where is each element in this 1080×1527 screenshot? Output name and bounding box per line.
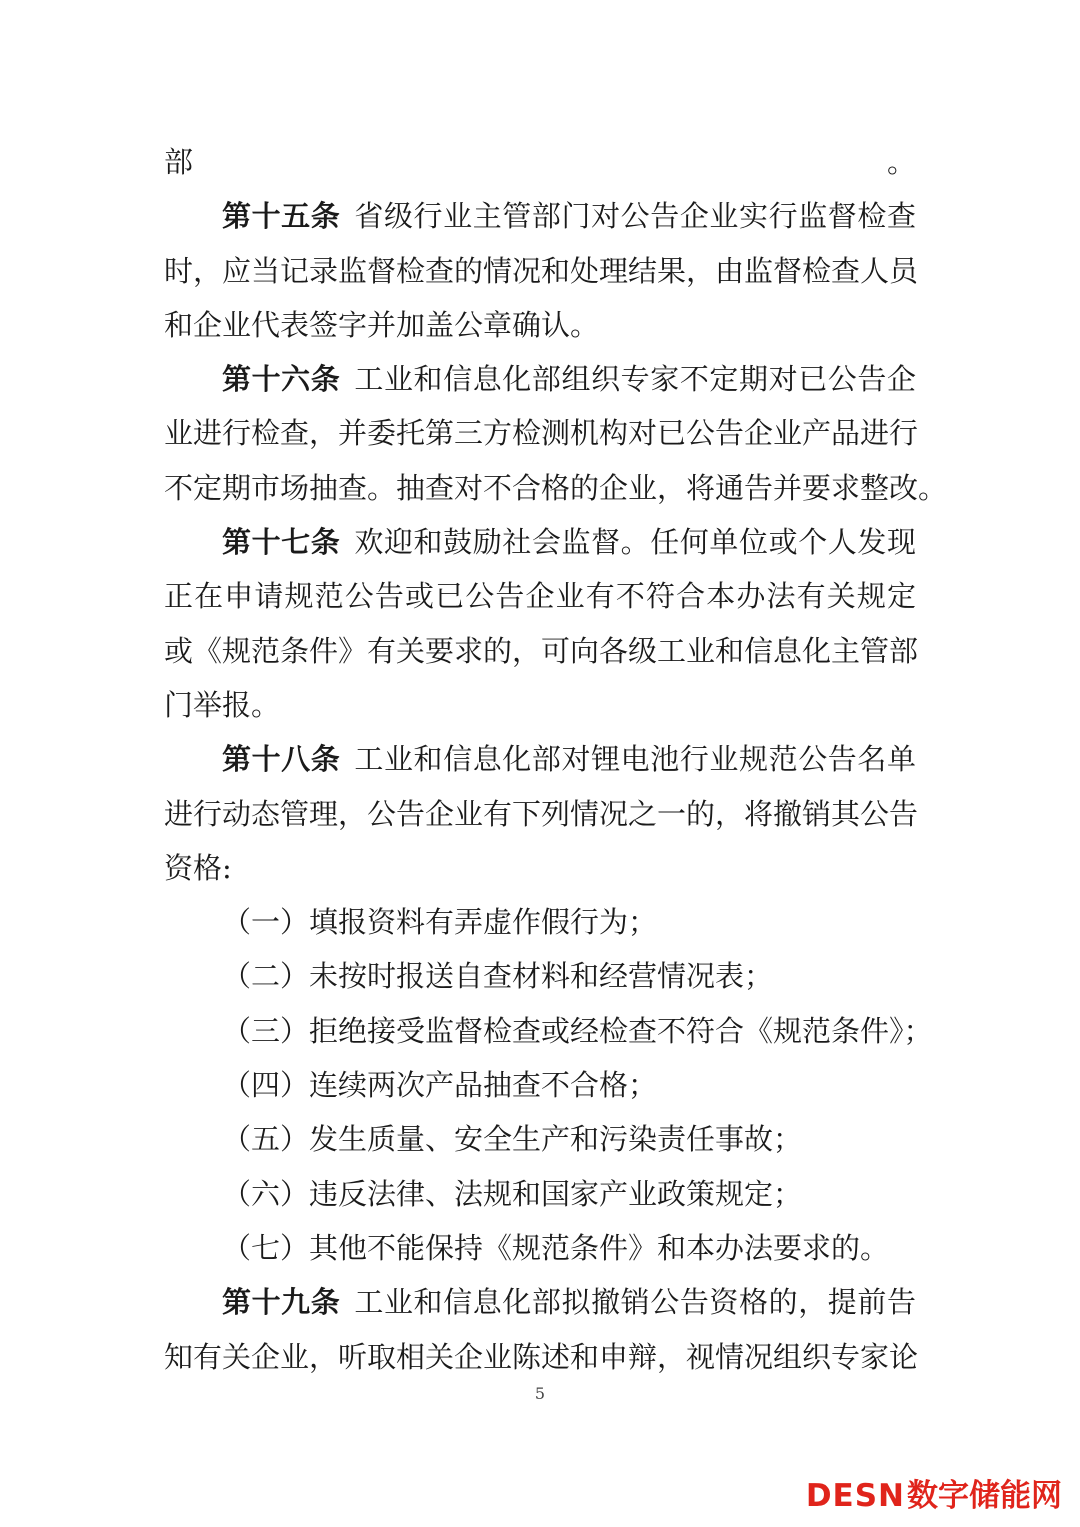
paragraph-line: 时，应当记录监督检查的情况和处理结果，由监督检查人员: [164, 253, 919, 288]
paragraph-line: 门举报。: [164, 687, 281, 722]
article-title: 第十八条: [222, 742, 341, 777]
article-first-line: [164, 189, 916, 243]
list-item: （二）未按时报送自查材料和经营情况表；: [222, 959, 774, 994]
list-item: （五）发生质量、安全生产和污染责任事故；: [222, 1122, 803, 1157]
article-title: 第十六条: [222, 362, 341, 397]
article-text: 省级行业主管部门对公告企业实行监督检查: [354, 199, 916, 234]
article-title: 第十五条: [222, 199, 341, 234]
article-first-line: [164, 1275, 916, 1329]
article-first-line: [164, 732, 916, 786]
paragraph-line: 资格:: [164, 850, 232, 885]
paragraph-line: 业进行检查，并委托第三方检测机构对已公告企业产品进行: [164, 416, 919, 451]
article-title: 第十九条: [222, 1285, 341, 1320]
article-text: 欢迎和鼓励社会监督。任何单位或个人发现: [354, 525, 916, 560]
article-text: 工业和信息化部对锂电池行业规范公告名单: [354, 742, 916, 777]
list-item: （六）违反法律、法规和国家产业政策规定；: [222, 1176, 803, 1211]
paragraph-line: 部。: [164, 145, 916, 179]
watermark-cjk: 数字储能网: [907, 1478, 1062, 1514]
list-item: （七）其他不能保持《规范条件》和本办法要求的。: [222, 1230, 890, 1265]
paragraph-line: 正在申请规范公告或已公告企业有不符合本办法有关规定: [164, 579, 916, 614]
watermark-latin: DESN: [805, 1478, 905, 1514]
article-first-line: [164, 352, 916, 406]
paragraph-line: 和企业代表签字并加盖公章确认。: [164, 307, 600, 342]
article-first-line: [164, 515, 916, 569]
document-body: [164, 135, 948, 1384]
page-number: 5: [534, 1384, 546, 1403]
paragraph-line: 或《规范条件》有关要求的，可向各级工业和信息化主管部: [164, 633, 919, 668]
watermark-logo: [806, 1470, 1062, 1515]
article-text: 工业和信息化部拟撤销公告资格的，提前告: [354, 1285, 916, 1320]
paragraph-line: 不定期市场抽查。抽查对不合格的企业，将通告并要求整改。: [164, 470, 948, 505]
paragraph-line: 知有关企业，听取相关企业陈述和申辩，视情况组织专家论: [164, 1339, 919, 1374]
list-item: （三）拒绝接受监督检查或经检查不符合《规范条件》；: [222, 1013, 933, 1048]
paragraph-line: 进行动态管理，公告企业有下列情况之一的，将撤销其公告: [164, 796, 919, 831]
article-title: 第十七条: [222, 525, 341, 560]
list-item: （四）连续两次产品抽查不合格；: [222, 1068, 658, 1103]
list-item: （一）填报资料有弄虚作假行为；: [222, 905, 658, 940]
article-text: 工业和信息化部组织专家不定期对已公告企: [354, 362, 916, 397]
